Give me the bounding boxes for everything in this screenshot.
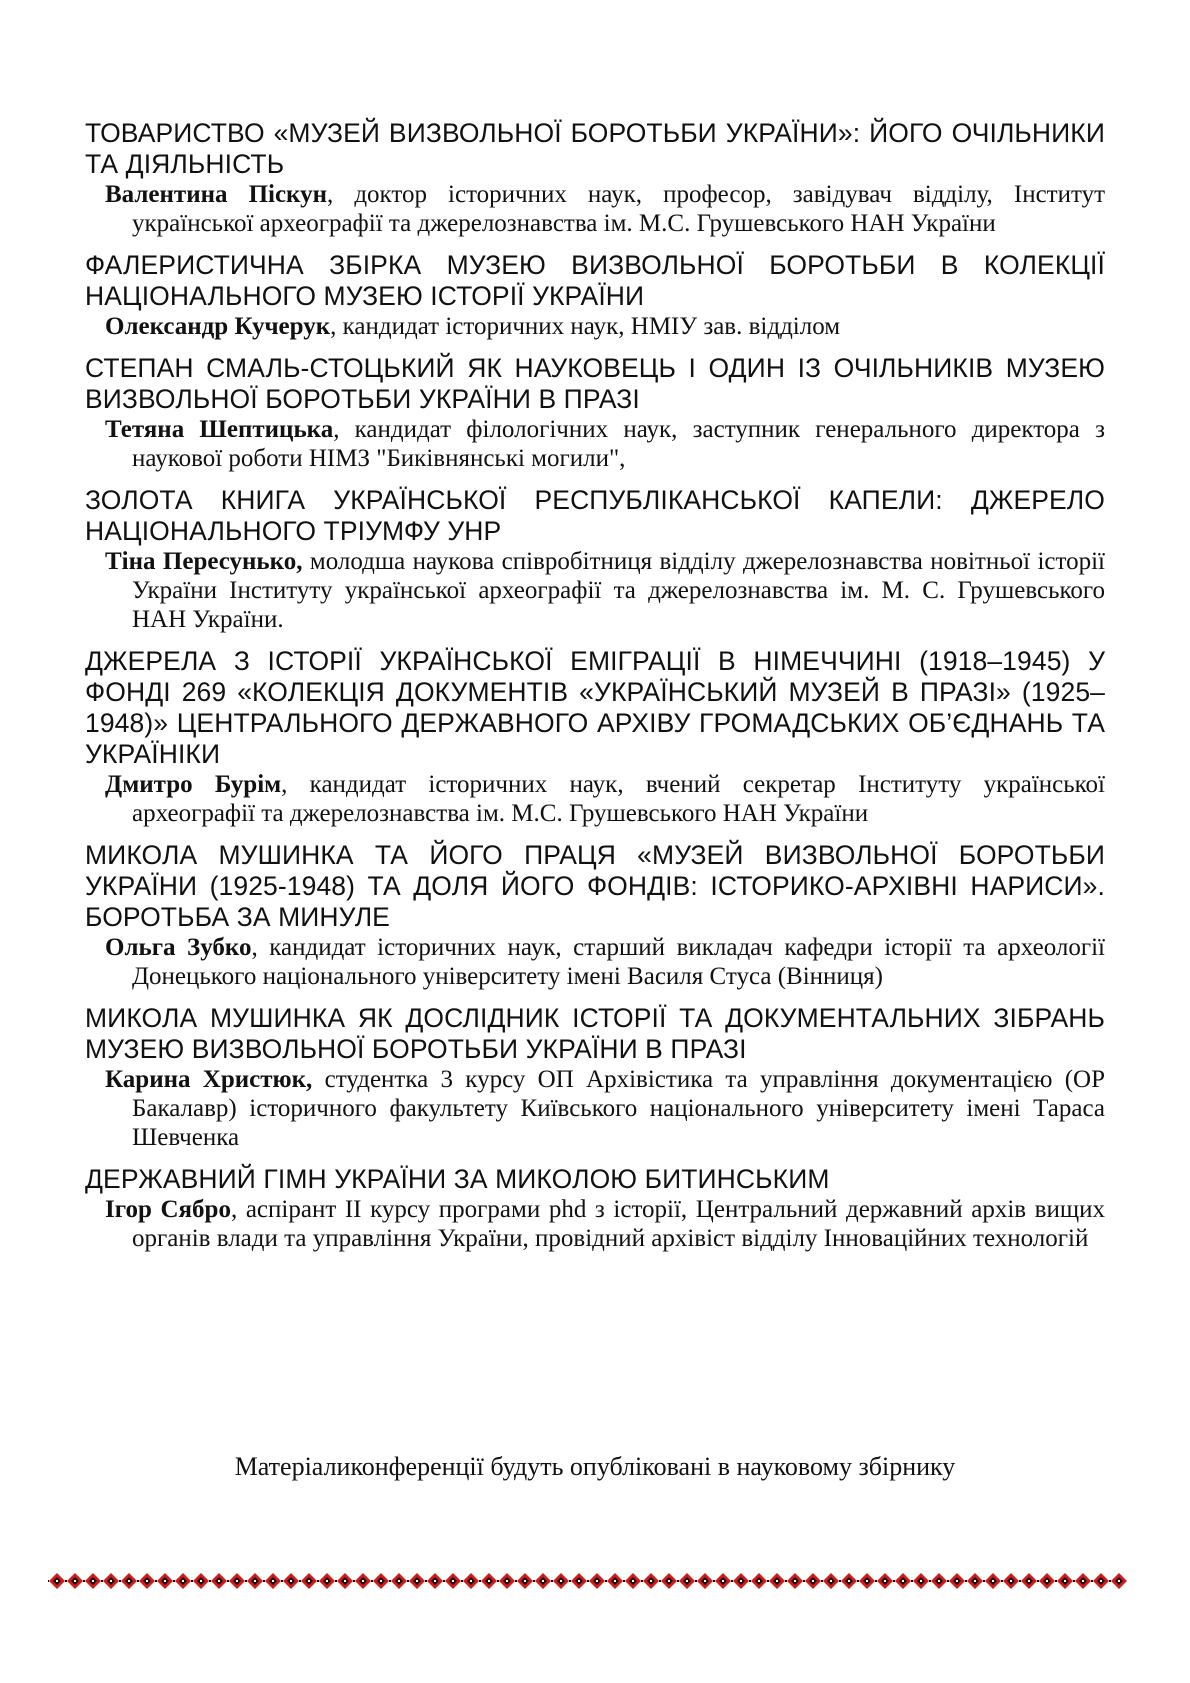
ornament-motif — [443, 1573, 461, 1589]
ornament-motif — [335, 1573, 353, 1589]
ornament-motif — [677, 1573, 695, 1589]
talk-title: ДЕРЖАВНИЙ ГІМН УКРАЇНИ ЗА МИКОЛОЮ БИТИНСЬКИМ — [85, 1164, 830, 1194]
ornament-motif — [191, 1573, 209, 1589]
speaker-name: Тетяна Шептицька — [105, 416, 334, 443]
ornament-motif — [731, 1573, 749, 1589]
ornament-motif — [587, 1573, 605, 1589]
ornament-motif — [479, 1573, 497, 1589]
speaker-name: Ігор Сябро — [105, 1196, 231, 1223]
ornament-motif — [155, 1573, 173, 1589]
ornament-motif — [623, 1573, 641, 1589]
ornament-motif — [137, 1573, 155, 1589]
program-entry-4 — [85, 485, 1105, 634]
speaker-name: Карина Христюк, — [105, 1066, 313, 1093]
ornament-motif — [1001, 1573, 1019, 1589]
talk-title: СТЕПАН СМАЛЬ-СТОЦЬКИЙ ЯК НАУКОВЕЦЬ І ОДИН ІЗ ОЧІЛЬНИКІВ МУЗЕЮ ВИЗВОЛЬНОЇ БОРОТЬБИ УКРАЇНИ В ПРАЗІ — [85, 353, 1105, 414]
ornament-motif — [893, 1573, 911, 1589]
ornament-motif — [461, 1573, 479, 1589]
ornament-motif — [425, 1573, 443, 1589]
ornament-motif — [659, 1573, 677, 1589]
talk-speaker — [85, 1065, 1105, 1152]
ornament-motif — [209, 1573, 227, 1589]
ornament-motif — [119, 1573, 137, 1589]
ornament-motif — [785, 1573, 803, 1589]
talk-title: ТОВАРИСТВО «МУЗЕЙ ВИЗВОЛЬНОЇ БОРОТЬБИ УКРАЇНИ»: ЙОГО ОЧІЛЬНИКИ ТА ДІЯЛЬНІСТЬ — [85, 118, 1105, 179]
program-entry-6 — [85, 840, 1105, 991]
talk-title: МИКОЛА МУШИНКА ТА ЙОГО ПРАЦЯ «МУЗЕЙ ВИЗВОЛЬНОЇ БОРОТЬБИ УКРАЇНИ (1925-1948) ТА ДОЛЯ ЙОГО ФОНДІВ: ІСТОРИКО-АРХІВНІ НАРИСИ». БОРОТЬБА ЗА МИНУЛЕ — [85, 840, 1105, 932]
ornament-motif — [983, 1573, 1001, 1589]
ornament-motif — [605, 1573, 623, 1589]
ornament-motif — [947, 1573, 965, 1589]
ornament-motif — [533, 1573, 551, 1589]
ornament-motif — [767, 1573, 785, 1589]
talk-speaker — [85, 415, 1105, 473]
speaker-name: Дмитро Бурім — [105, 771, 282, 798]
ornament-motif — [1037, 1573, 1055, 1589]
embroidery-border-icon — [48, 1571, 1143, 1591]
ornament-motif — [911, 1573, 929, 1589]
ornament-motif — [101, 1573, 119, 1589]
ornament-motif — [173, 1573, 191, 1589]
ornament-motif — [83, 1573, 101, 1589]
ornament-motif — [245, 1573, 263, 1589]
speaker-name: Валентина Піскун — [105, 181, 328, 208]
ornament-motif — [48, 1573, 65, 1589]
ornament-motif — [281, 1573, 299, 1589]
ornament-motif — [317, 1573, 335, 1589]
speaker-affiliation: студентка 3 курсу ОП Архівістика та управління документацією (ОР Бакалавр) історичного факультету Київського національного університету імені Тараса Шевченка — [132, 1066, 1105, 1151]
ornament-motif — [695, 1573, 713, 1589]
speaker-affiliation: , кандидат історичних наук, старший викладач кафедри історії та археології Донецького національного університету імені Василя Стуса (Вінниця) — [132, 934, 1105, 990]
talk-title: МИКОЛА МУШИНКА ЯК ДОСЛІДНИК ІСТОРІЇ ТА ДОКУМЕНТАЛЬНИХ ЗІБРАНЬ МУЗЕЮ ВИЗВОЛЬНОЇ БОРОТЬБИ УКРАЇНИ В ПРАЗІ — [85, 1003, 1105, 1064]
ornament-motif — [299, 1573, 317, 1589]
ornament-motif — [1109, 1573, 1127, 1589]
talk-speaker — [85, 1195, 1105, 1253]
program-entry-7 — [85, 1003, 1105, 1152]
ornament-motif — [1073, 1573, 1091, 1589]
program-entry-2 — [85, 250, 1105, 341]
speaker-affiliation: , кандидат історичних наук, вчений секретар Інституту української археографії та джерелознавства ім. М.С. Грушевського НАН України — [132, 771, 1106, 827]
program-entry-5 — [85, 646, 1105, 828]
talk-title: ЗОЛОТА КНИГА УКРАЇНСЬКОЇ РЕСПУБЛІКАНСЬКОЇ КАПЕЛИ: ДЖЕРЕЛО НАЦІОНАЛЬНОГО ТРІУМФУ УНР — [85, 485, 1105, 546]
ornament-motif — [803, 1573, 821, 1589]
ornament-motif — [227, 1573, 245, 1589]
ornament-motif — [371, 1573, 389, 1589]
ornament-motif — [929, 1573, 947, 1589]
speaker-affiliation: , кандидат історичних наук, НМІУ зав. відділом — [330, 313, 841, 340]
speaker-name: Тіна Пересунько, — [105, 548, 303, 575]
ornament-motif — [65, 1573, 83, 1589]
ornament-motif — [569, 1573, 587, 1589]
ornament-motif — [749, 1573, 767, 1589]
talk-speaker — [85, 547, 1105, 634]
speaker-affiliation: , кандидат філологічних наук, заступник генерального директора з наукової роботи НІМЗ "Биківнянські могили", — [132, 416, 1105, 472]
ornament-motif — [497, 1573, 515, 1589]
program-list — [85, 118, 1105, 1265]
ornament-motif — [713, 1573, 731, 1589]
talk-speaker — [85, 770, 1105, 828]
program-entry-3 — [85, 353, 1105, 473]
talk-speaker — [85, 180, 1105, 238]
ornament-motif — [857, 1573, 875, 1589]
ornament-motif — [389, 1573, 407, 1589]
talk-speaker — [85, 933, 1105, 991]
ornament-motif — [965, 1573, 983, 1589]
speaker-affiliation: молодша наукова співробітниця відділу джерелознавства новітньої історії України Інституту української археографії та джерелознавства ім. М. С. Грушевського НАН України. — [132, 548, 1105, 633]
talk-title: ДЖЕРЕЛА З ІСТОРІЇ УКРАЇНСЬКОЇ ЕМІГРАЦІЇ В НІМЕЧЧИНІ (1918–1945) У ФОНДІ 269 «КОЛЕКЦІЯ ДОКУМЕНТІВ «УКРАЇНСЬКИЙ МУЗЕЙ В ПРАЗІ» (1925–1948)» ЦЕНТРАЛЬНОГО ДЕРЖАВНОГО АРХІВУ ГРОМАДСЬКИХ ОБ’ЄДНАНЬ ТА УКРАЇНІКИ — [85, 646, 1105, 769]
program-entry-8 — [85, 1164, 1105, 1253]
speaker-name: Ольга Зубко — [105, 934, 252, 961]
ornament-motif — [875, 1573, 893, 1589]
ornament-motif — [839, 1573, 857, 1589]
ornament-motif — [407, 1573, 425, 1589]
ornament-motif — [821, 1573, 839, 1589]
ornament-motif — [1055, 1573, 1073, 1589]
speaker-name: Олександр Кучерук — [105, 313, 331, 340]
program-entry-1 — [85, 118, 1105, 238]
talk-speaker — [85, 312, 1105, 341]
publication-note: Матеріаликонференції будуть опубліковані в науковому збірнику — [234, 1452, 956, 1481]
ornament-motif — [551, 1573, 569, 1589]
ornament-motif — [1019, 1573, 1037, 1589]
speaker-affiliation: , доктор історичних наук, професор, завідувач відділу, Інститут української археографії та джерелознавства ім. М.С. Грушевського НАН України — [132, 181, 1105, 237]
speaker-affiliation: , аспірант ІІ курсу програми phd з історії, Центральний державний архів вищих органів влади та управління України, провідний архівіст відділу Інноваційних технологій — [132, 1196, 1105, 1252]
ornament-motif — [1091, 1573, 1109, 1589]
talk-title: ФАЛЕРИСТИЧНА ЗБІРКА МУЗЕЮ ВИЗВОЛЬНОЇ БОРОТЬБИ В КОЛЕКЦІЇ НАЦІОНАЛЬНОГО МУЗЕЮ ІСТОРІЇ УКРАЇНИ — [85, 250, 1105, 311]
ornament-motif — [515, 1573, 533, 1589]
ornament-motif — [263, 1573, 281, 1589]
ornament-motif — [353, 1573, 371, 1589]
ornament-motif — [641, 1573, 659, 1589]
